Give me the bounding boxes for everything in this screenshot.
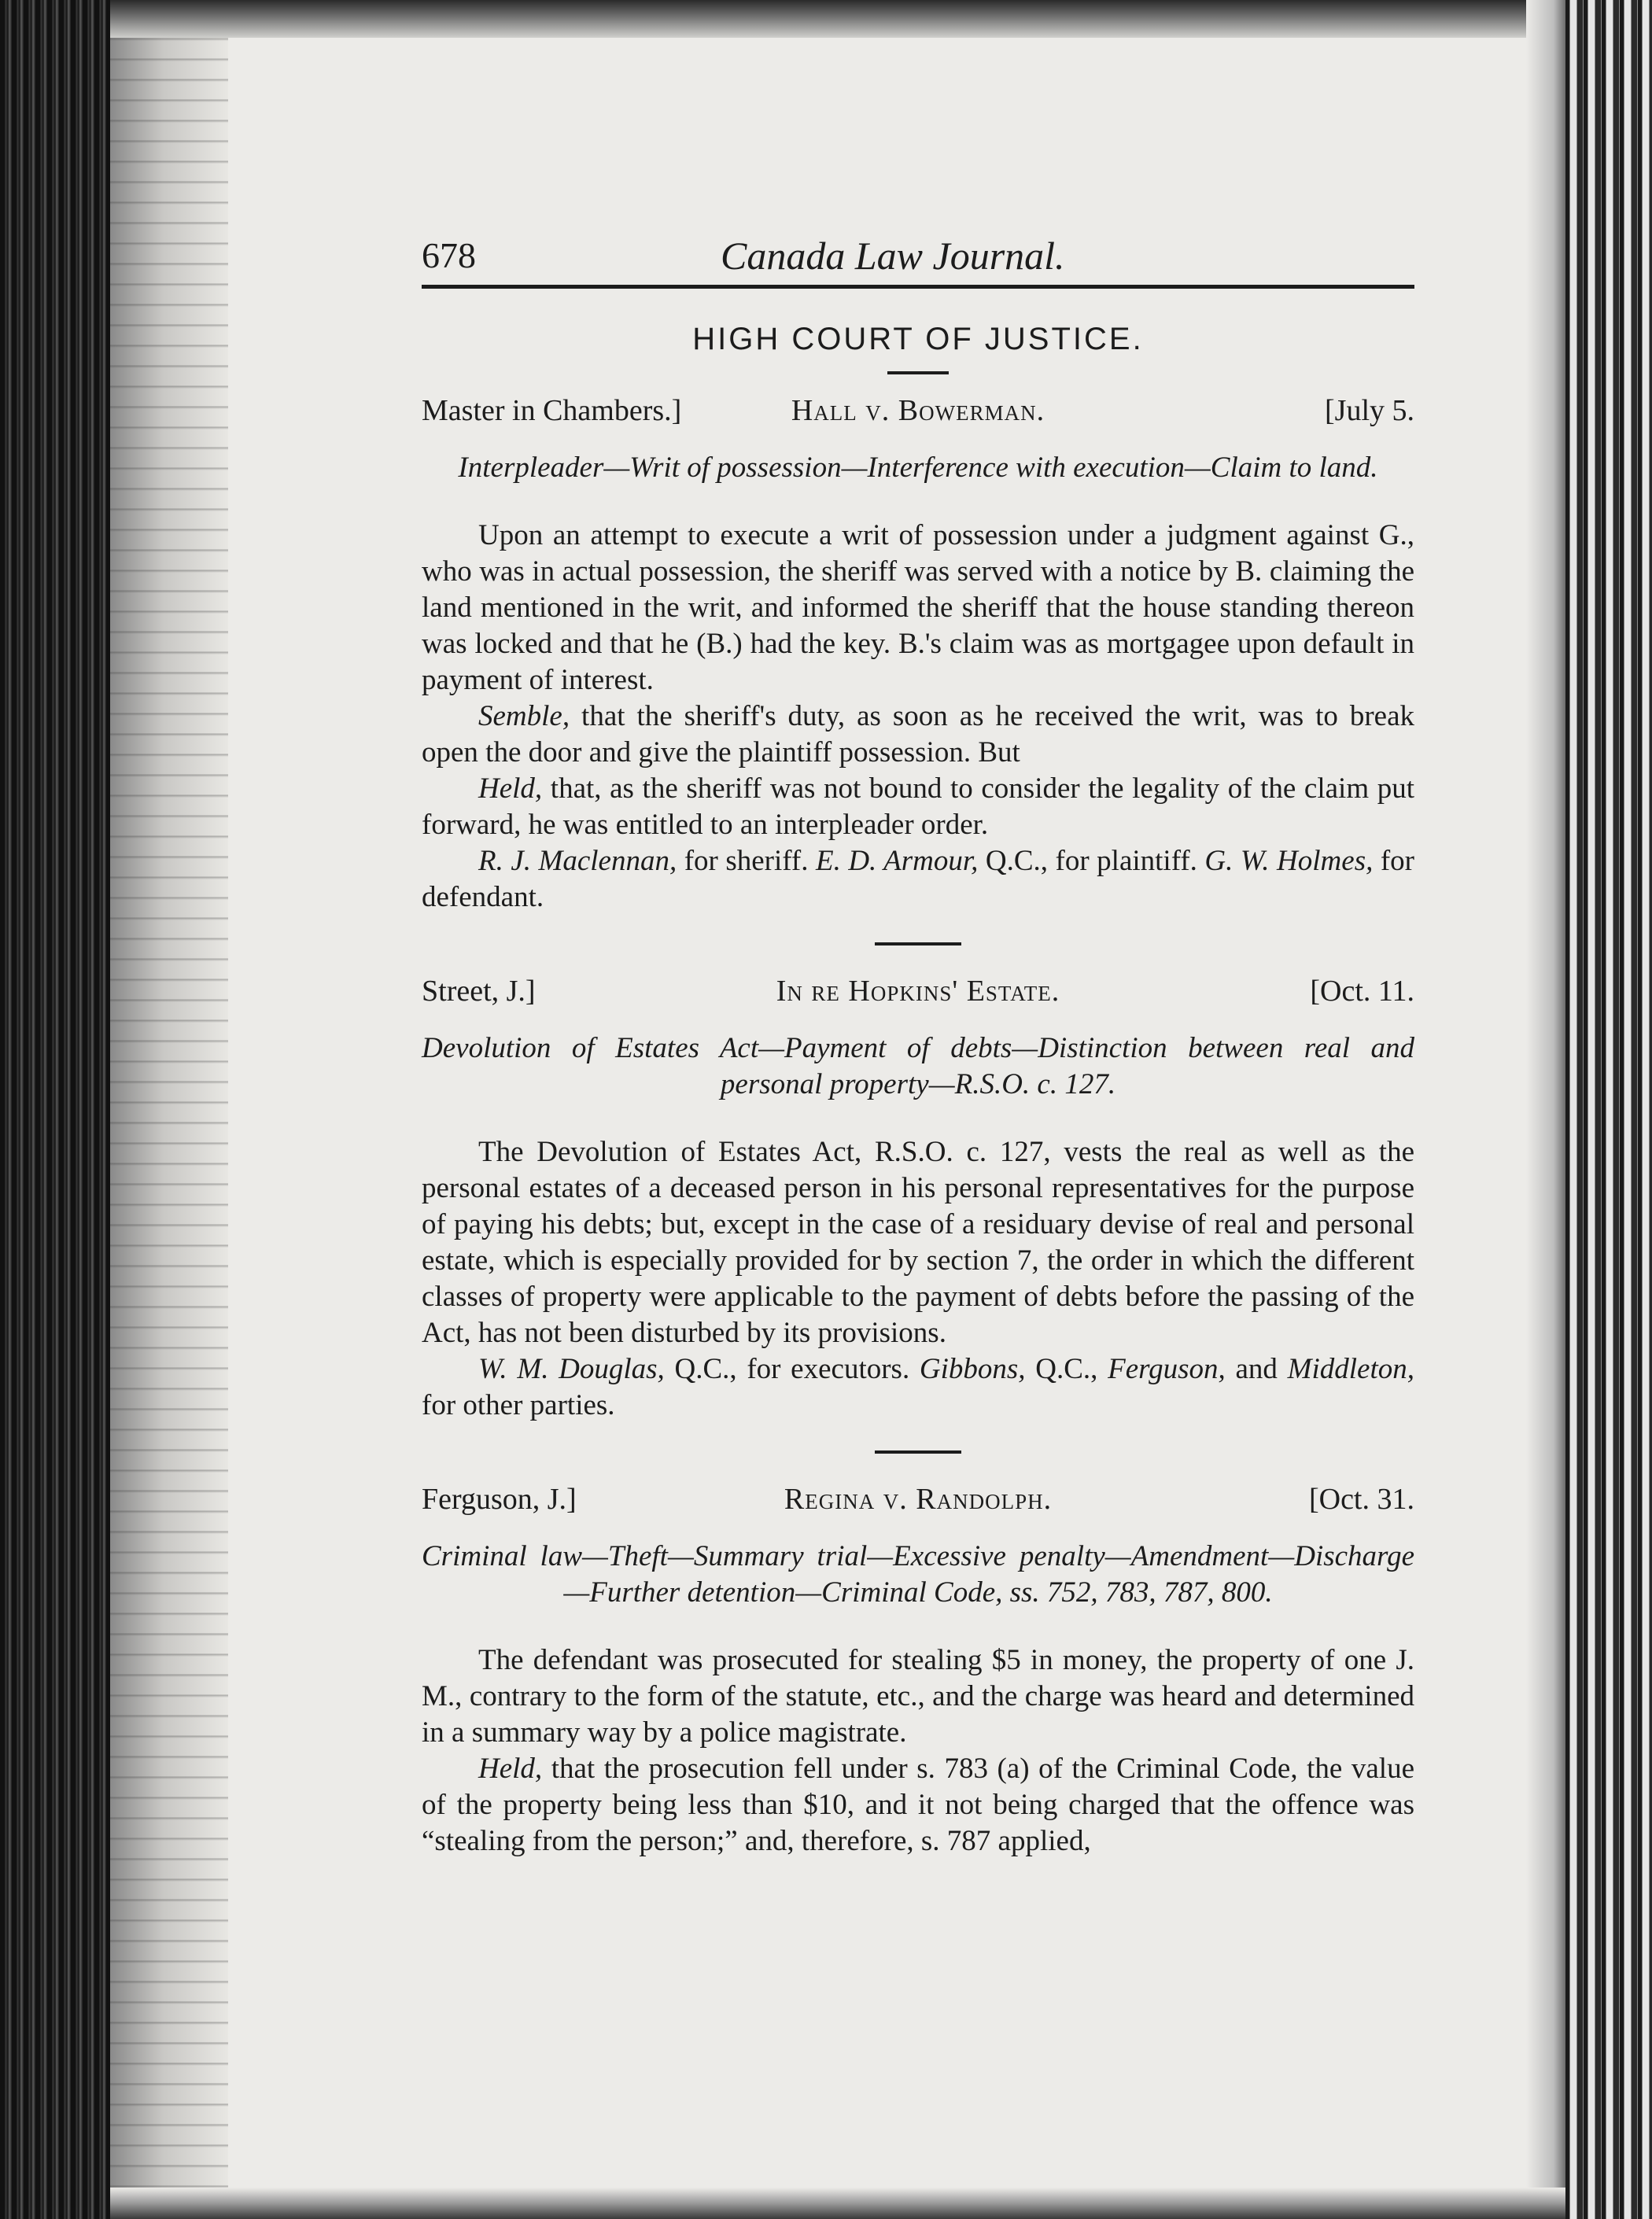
counsel-name: R. J. Maclennan,	[478, 845, 677, 877]
counsel-role: Q.C., for plaintiff.	[978, 845, 1205, 877]
counsel-role: for other parties.	[422, 1389, 615, 1421]
page-edge-top	[110, 0, 1558, 38]
running-head	[422, 225, 1414, 285]
court-heading: HIGH COURT OF JUSTICE.	[692, 322, 1144, 356]
case-header	[422, 393, 1414, 433]
case-name: Hall v. Bowerman.	[791, 394, 1045, 427]
case-paragraph: Upon an attempt to execute a writ of possession under a judgment against G., who was in actual possession, the sheriff was served with a notice by B. claiming the land mentioned in the writ, and informed the sheriff that the house standing thereon was locked and that he (B.) had the key. B.'s claim was as mortgagee upon default in payment of interest.	[422, 519, 1414, 696]
counsel-name: E. D. Armour,	[815, 845, 979, 877]
case-judge: Ferguson, J.]	[422, 1483, 577, 1516]
case-header	[422, 974, 1414, 1013]
case-name: In re Hopkins' Estate.	[776, 975, 1060, 1008]
semble-paragraph	[422, 699, 1414, 771]
case-separator-rule	[875, 942, 961, 945]
case-catchwords: Devolution of Estates Act—Payment of debts—Distinction between real and personal property—R.S.O. c. 127.	[422, 1032, 1414, 1100]
held-word: Held,	[478, 772, 543, 805]
held-paragraph	[422, 1751, 1414, 1860]
case-catchwords: Interpleader—Writ of possession—Interference with execution—Claim to land.	[458, 452, 1378, 484]
case-judge: Master in Chambers.]	[422, 394, 682, 427]
case-separator-rule	[875, 1450, 961, 1454]
counsel-role: Q.C., for executors.	[664, 1353, 920, 1385]
semble-word: Semble,	[478, 700, 570, 732]
counsel-role: for defendant.	[422, 845, 1414, 913]
held-text: that the prosecution fell under s. 783 (a) of the Criminal Code, the value of the property being less than $10, and it not being charged that the offence was “stealing from the person;” and, therefore, s. 787 applied,	[422, 1753, 1414, 1857]
page-edge-right	[1565, 0, 1652, 2219]
counsel-paragraph	[422, 843, 1414, 916]
case-name: Regina v. Randolph.	[784, 1483, 1053, 1516]
held-paragraph	[422, 771, 1414, 843]
counsel-role: and	[1225, 1353, 1288, 1385]
case-regina-v-randolph	[422, 1482, 1414, 1860]
case-hall-v-bowerman	[422, 393, 1414, 916]
counsel-name: Middleton,	[1287, 1353, 1414, 1385]
case-judge: Street, J.]	[422, 975, 536, 1008]
counsel-name: Ferguson,	[1108, 1353, 1226, 1385]
journal-page	[422, 225, 1414, 1860]
book-spine-left	[0, 0, 110, 2219]
case-date: [Oct. 11.	[1310, 975, 1414, 1008]
case-paragraph: The defendant was prosecuted for stealing $5 in money, the property of one J. M., contrary to the form of the statute, etc., and the charge was heard and determined in a summary way by a police magistrate.	[422, 1644, 1414, 1749]
heading-rule	[887, 371, 949, 374]
header-rule	[422, 285, 1414, 289]
page-edge-bottom	[110, 2188, 1565, 2219]
counsel-paragraph	[422, 1351, 1414, 1424]
counsel-name: Gibbons,	[919, 1353, 1026, 1385]
semble-text: that the sheriff's duty, as soon as he received the writ, was to break open the door and give the plaintiff possession. But	[422, 700, 1414, 769]
held-text: that, as the sheriff was not bound to consider the legality of the claim put forward, he was entitled to an interpleader order.	[422, 772, 1414, 841]
page-gutter-shadow	[110, 0, 228, 2219]
journal-title: Canada Law Journal.	[721, 234, 1065, 278]
page-edge-right-shadow	[1526, 0, 1565, 2219]
case-hopkins-estate	[422, 974, 1414, 1424]
case-date: [Oct. 31.	[1308, 1483, 1414, 1516]
case-date: [July 5.	[1325, 394, 1414, 427]
counsel-name: G. W. Holmes,	[1204, 845, 1374, 877]
case-catchwords: Criminal law—Theft—Summary trial—Excessive penalty—Amendment—Discharge—Further detention—Criminal Code, ss. 752, 783, 787, 800.	[422, 1540, 1414, 1609]
page-number: 678	[422, 235, 476, 275]
held-word: Held,	[478, 1753, 543, 1785]
counsel-role: for sheriff.	[677, 845, 816, 877]
counsel-role: Q.C.,	[1025, 1353, 1108, 1385]
counsel-name: W. M. Douglas,	[478, 1353, 665, 1385]
case-header	[422, 1482, 1414, 1521]
case-paragraph: The Devolution of Estates Act, R.S.O. c. 127, vests the real as well as the personal estates of a deceased person in his personal representatives for the purpose of paying his debts; but, except in the case of a residuary devise of real and personal estate, which is especially provided for by section 7, the order in which the different classes of property were applicable to the payment of debts before the passing of the Act, has not been disturbed by its provisions.	[422, 1136, 1414, 1349]
